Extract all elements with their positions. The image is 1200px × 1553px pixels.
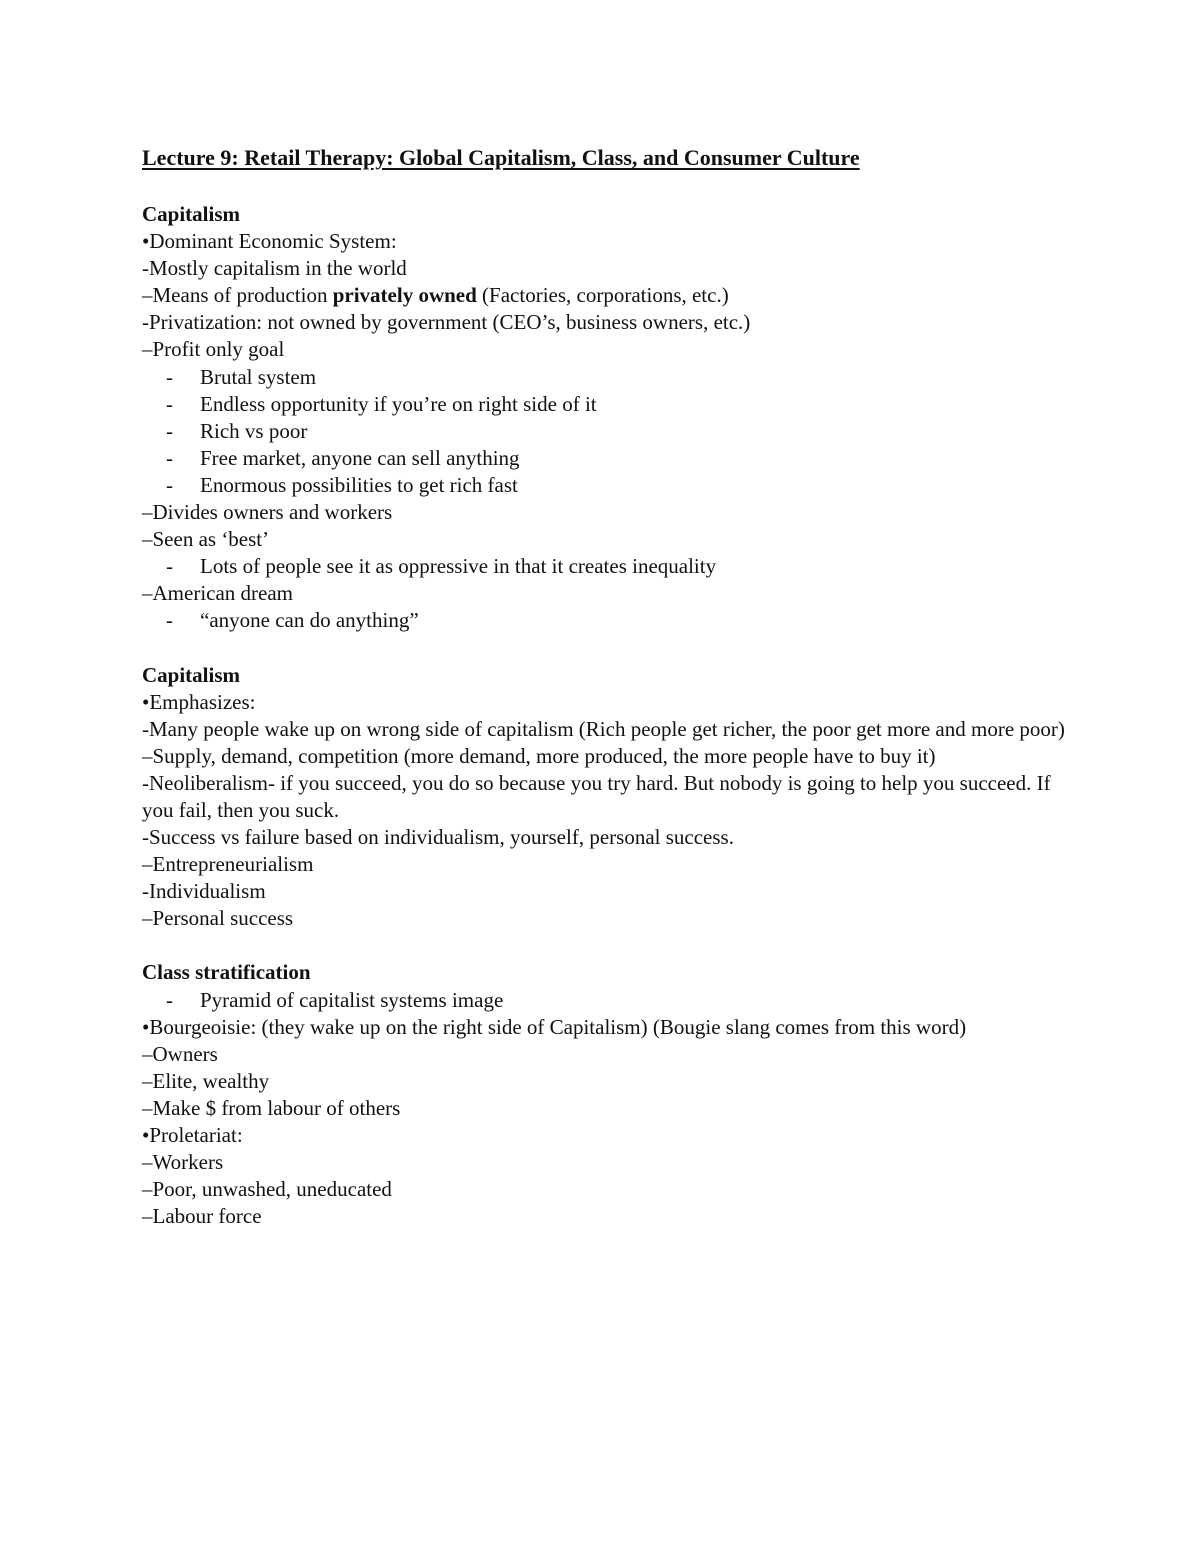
note-line: –Make $ from labour of others xyxy=(142,1095,401,1120)
note-line: –Profit only goal xyxy=(142,337,285,362)
document-title: Lecture 9: Retail Therapy: Global Capitalism, Class, and Consumer Culture xyxy=(142,145,860,170)
section-heading: Capitalism xyxy=(142,662,241,687)
note-line: –Personal success xyxy=(142,906,294,931)
note-line: –Divides owners and workers xyxy=(142,500,393,525)
sub-bullet-text: “anyone can do anything” xyxy=(200,608,419,633)
emphasized-text: privately owned xyxy=(332,283,477,308)
note-line: –Poor, unwashed, uneducated xyxy=(142,1177,392,1202)
document-page xyxy=(142,142,1072,1257)
note-line: –American dream xyxy=(142,581,294,606)
dash-bullet: - xyxy=(166,418,173,443)
note-line: -Success vs failure based on individualism, yourself, personal success. xyxy=(142,825,734,850)
note-line: –Labour force xyxy=(142,1204,262,1229)
note-line: -Individualism xyxy=(142,879,266,904)
note-line: –Workers xyxy=(142,1150,224,1175)
sub-bullet-text: Endless opportunity if you’re on right side of it xyxy=(200,391,597,416)
dash-bullet: - xyxy=(166,608,173,633)
note-line: –Elite, wealthy xyxy=(142,1068,270,1093)
dash-bullet: - xyxy=(166,445,173,470)
section-heading: Class stratification xyxy=(142,960,311,985)
sub-bullet-item xyxy=(142,607,1072,634)
sub-bullet-text: Free market, anyone can sell anything xyxy=(200,445,520,470)
note-line: •Proletariat: xyxy=(142,1123,243,1147)
sub-bullet-text: Enormous possibilities to get rich fast xyxy=(200,472,518,497)
dash-bullet: - xyxy=(166,472,173,497)
note-text: (Factories, corporations, etc.) xyxy=(476,283,729,308)
note-line: –Owners xyxy=(142,1041,218,1066)
note-text: –Means of production xyxy=(142,283,333,308)
note-line: -Mostly capitalism in the world xyxy=(142,256,407,281)
section-heading: Capitalism xyxy=(142,202,241,226)
note-line: -Neoliberalism- if you succeed, you do so because you try hard. But nobody is going to help you succeed. If you fail, then you suck. xyxy=(142,770,1051,822)
section xyxy=(142,662,1072,933)
note-line: -Many people wake up on wrong side of capitalism (Rich people get richer, the poor get more and more poor) xyxy=(142,716,1065,741)
sub-bullet-item xyxy=(142,472,1072,499)
sub-bullet-item xyxy=(142,445,1072,472)
note-line: –Seen as ‘best’ xyxy=(142,527,270,552)
section xyxy=(142,201,1072,635)
document-body xyxy=(142,201,1072,1230)
dash-bullet: - xyxy=(166,391,173,416)
sub-bullet-item xyxy=(142,364,1072,391)
sub-bullet-item xyxy=(142,391,1072,418)
note-line: •Emphasizes: xyxy=(142,689,256,714)
sub-bullet-item xyxy=(142,987,1072,1014)
sub-bullet-item xyxy=(142,553,1072,580)
sub-bullet-text: Pyramid of capitalist systems image xyxy=(200,987,504,1012)
sub-bullet-text: Rich vs poor xyxy=(200,418,308,443)
dash-bullet: - xyxy=(166,987,173,1012)
sub-bullet-item xyxy=(142,418,1072,445)
dash-bullet: - xyxy=(166,554,173,579)
note-line: –Supply, demand, competition (more demand, more produced, the more people have to buy it) xyxy=(142,743,936,768)
sub-bullet-text: Lots of people see it as oppressive in that it creates inequality xyxy=(200,554,717,579)
note-line: •Dominant Economic System: xyxy=(142,229,397,254)
note-line xyxy=(142,282,1072,309)
note-line: •Bourgeoisie: (they wake up on the right side of Capitalism) (Bougie slang comes from this word) xyxy=(142,1014,967,1039)
sub-bullet-text: Brutal system xyxy=(200,364,317,389)
dash-bullet: - xyxy=(166,364,173,389)
note-line: -Privatization: not owned by government (CEO’s, business owners, etc.) xyxy=(142,310,751,335)
section xyxy=(142,959,1072,1230)
note-line: –Entrepreneurialism xyxy=(142,852,314,877)
